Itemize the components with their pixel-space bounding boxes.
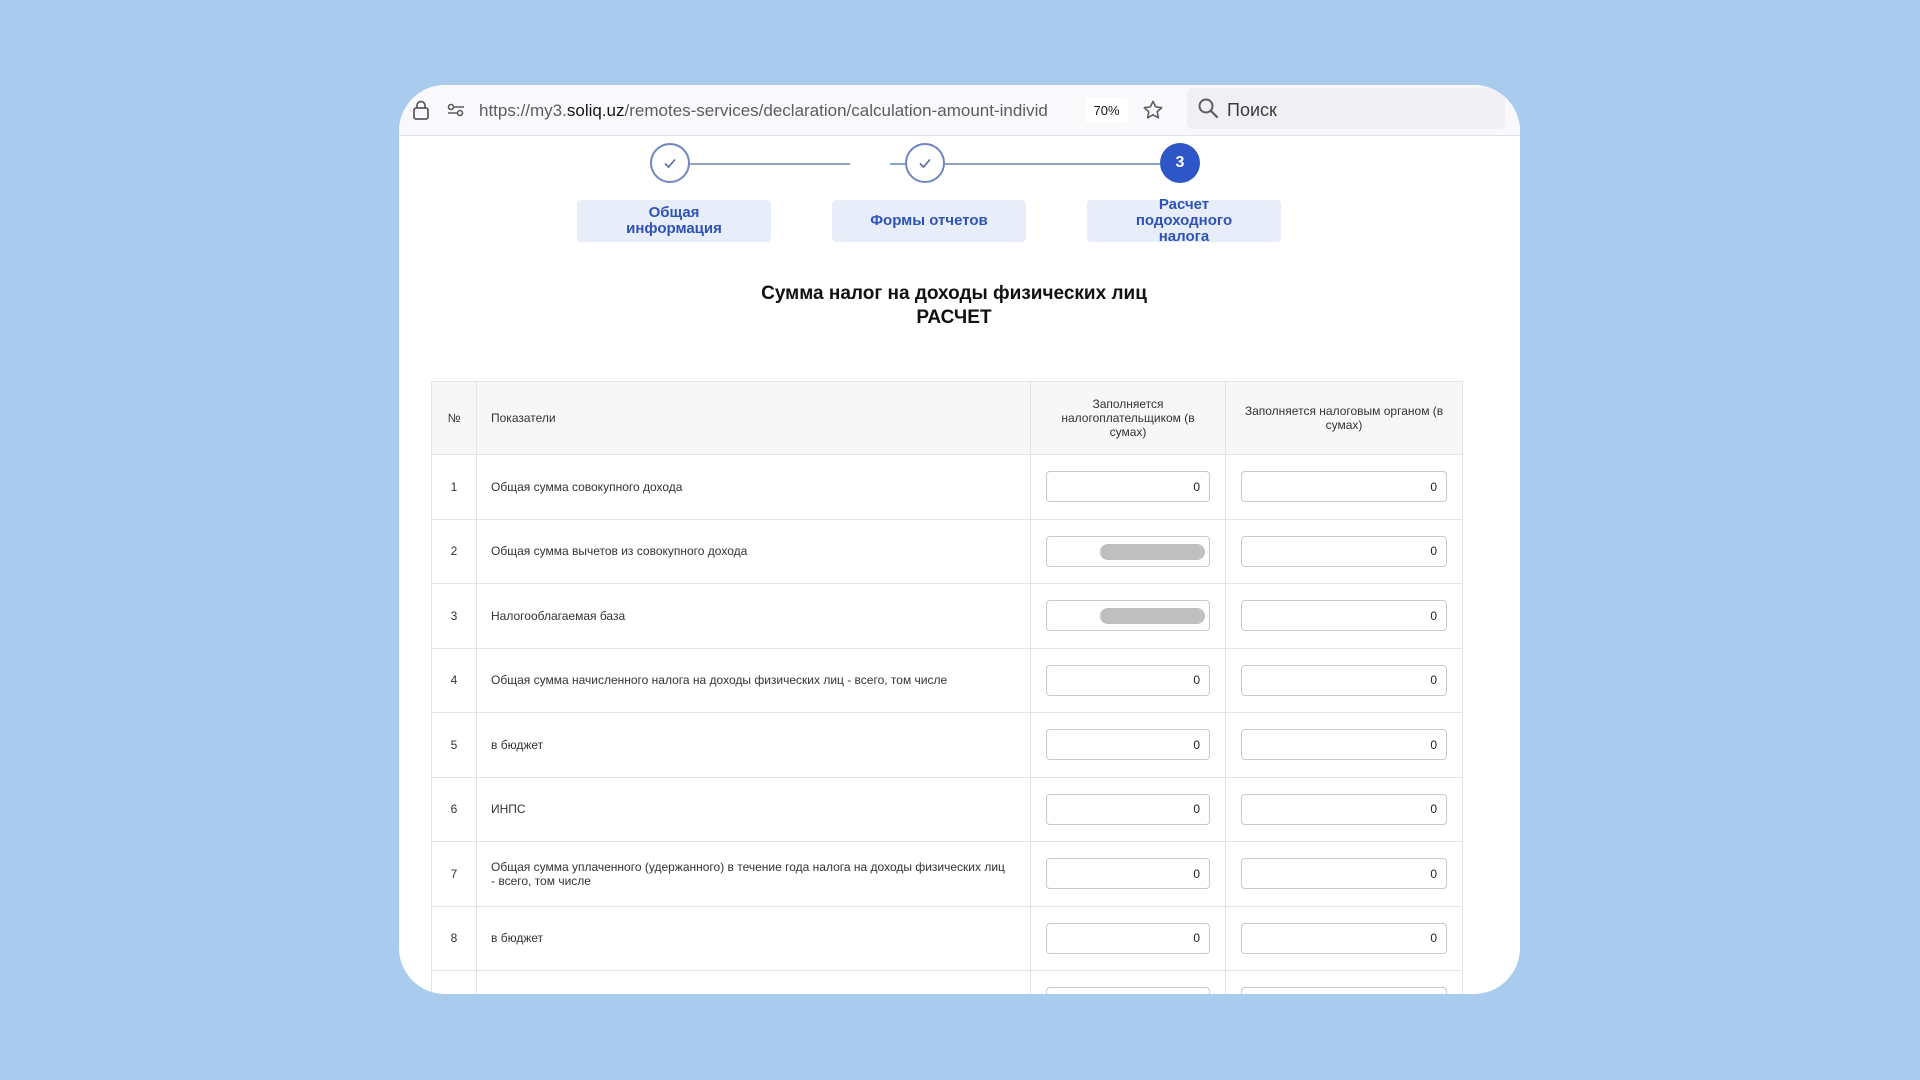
search-input[interactable] — [1225, 96, 1489, 124]
authority-amount-input[interactable] — [1241, 600, 1447, 631]
page-subtitle: РАСЧЕТ — [916, 307, 992, 328]
authority-cell — [1226, 519, 1463, 584]
row-number: 4 — [432, 648, 477, 713]
row-indicator: в бюджет — [477, 713, 1031, 778]
table-row — [432, 584, 1463, 649]
authority-amount-input[interactable] — [1241, 729, 1447, 760]
zoom-level-badge[interactable]: 70% — [1085, 97, 1128, 123]
lock-icon[interactable] — [409, 98, 433, 122]
row-indicator: Налогооблагаемая база — [477, 584, 1031, 649]
step-3-circle[interactable]: 3 — [1160, 143, 1200, 183]
header-num: № — [432, 382, 477, 455]
permissions-icon[interactable] — [444, 98, 468, 122]
row-indicator: ИНПС — [477, 777, 1031, 842]
taxpayer-cell — [1031, 777, 1226, 842]
authority-amount-input[interactable] — [1241, 794, 1447, 825]
step-2-label[interactable]: Формы отчетов — [832, 200, 1026, 242]
authority-amount-input[interactable] — [1241, 471, 1447, 502]
table-row — [432, 842, 1463, 907]
loading-placeholder — [1100, 544, 1205, 560]
table-row — [432, 455, 1463, 520]
taxpayer-amount-input[interactable] — [1046, 987, 1210, 994]
row-number: 3 — [432, 584, 477, 649]
authority-amount-input[interactable] — [1241, 665, 1447, 696]
browser-window — [399, 85, 1520, 994]
check-icon — [662, 155, 678, 171]
table-row — [432, 713, 1463, 778]
header-indicator: Показатели — [477, 382, 1031, 455]
row-indicator: в бюджет — [477, 906, 1031, 971]
authority-amount-input[interactable] — [1241, 987, 1447, 994]
taxpayer-cell — [1031, 584, 1226, 649]
loading-placeholder — [1100, 608, 1205, 624]
taxpayer-amount-input[interactable] — [1046, 665, 1210, 696]
taxpayer-cell — [1031, 455, 1226, 520]
row-indicator: Общая сумма начисленного налога на доходы физических лиц - всего, том числе — [477, 648, 1031, 713]
authority-amount-input[interactable] — [1241, 923, 1447, 954]
table-row — [432, 519, 1463, 584]
row-number: 1 — [432, 455, 477, 520]
row-indicator: Общая сумма совокупного дохода — [477, 455, 1031, 520]
header-taxpayer: Заполняется налогоплательщиком (в сумах) — [1031, 382, 1226, 455]
taxpayer-amount-input[interactable] — [1046, 729, 1210, 760]
step-3-label[interactable]: Расчет подоходного налога — [1087, 200, 1281, 242]
row-number: 8 — [432, 906, 477, 971]
row-number: 2 — [432, 519, 477, 584]
row-indicator: Общая сумма вычетов из совокупного дохода — [477, 519, 1031, 584]
table-row — [432, 648, 1463, 713]
table-row — [432, 906, 1463, 971]
row-number: 7 — [432, 842, 477, 907]
authority-cell — [1226, 584, 1463, 649]
table-header-row — [432, 382, 1463, 455]
page-title: Сумма налог на доходы физических лиц — [761, 283, 1147, 304]
taxpayer-amount-input-disabled — [1046, 600, 1210, 631]
taxpayer-cell — [1031, 713, 1226, 778]
search-icon — [1197, 97, 1219, 119]
taxpayer-cell — [1031, 648, 1226, 713]
taxpayer-cell — [1031, 519, 1226, 584]
authority-cell — [1226, 648, 1463, 713]
step-2-circle[interactable] — [905, 143, 945, 183]
stepper-connector — [690, 163, 850, 165]
step-1-circle[interactable] — [650, 143, 690, 183]
authority-cell — [1226, 455, 1463, 520]
step-1-label[interactable]: Общая информация — [577, 200, 771, 242]
authority-cell — [1226, 971, 1463, 995]
authority-cell — [1226, 842, 1463, 907]
calculation-table — [431, 381, 1463, 994]
authority-amount-input[interactable] — [1241, 536, 1447, 567]
taxpayer-amount-input-disabled — [1046, 536, 1210, 567]
taxpayer-amount-input[interactable] — [1046, 923, 1210, 954]
row-number: 5 — [432, 713, 477, 778]
table-row — [432, 777, 1463, 842]
taxpayer-cell — [1031, 971, 1226, 995]
taxpayer-amount-input[interactable] — [1046, 471, 1210, 502]
url-bar — [399, 85, 1520, 136]
check-icon — [917, 155, 933, 171]
table-row — [432, 971, 1463, 995]
row-number: 6 — [432, 777, 477, 842]
authority-cell — [1226, 713, 1463, 778]
header-authority: Заполняется налоговым органом (в сумах) — [1226, 382, 1463, 455]
search-box — [1187, 88, 1505, 129]
page-heading — [399, 282, 1509, 330]
row-indicator: Общая сумма уплаченного (удержанного) в течение года налога на доходы физических лиц - всего, том числе — [477, 842, 1031, 907]
authority-amount-input[interactable] — [1241, 858, 1447, 889]
url-text[interactable]: https://my3.soliq.uz/remotes-services/declaration/calculation-amount-individ — [479, 101, 1048, 120]
authority-cell — [1226, 777, 1463, 842]
authority-cell — [1226, 906, 1463, 971]
bookmark-star-icon[interactable] — [1141, 98, 1165, 122]
taxpayer-cell — [1031, 906, 1226, 971]
taxpayer-cell — [1031, 842, 1226, 907]
taxpayer-amount-input[interactable] — [1046, 794, 1210, 825]
taxpayer-amount-input[interactable] — [1046, 858, 1210, 889]
